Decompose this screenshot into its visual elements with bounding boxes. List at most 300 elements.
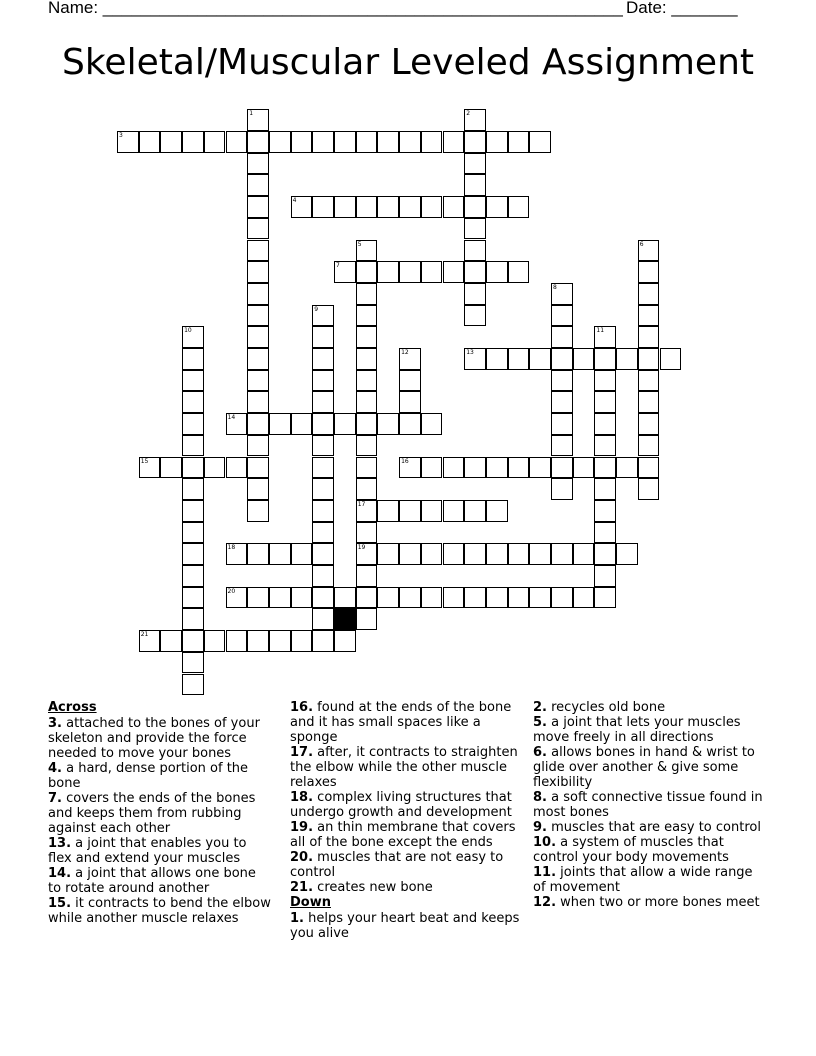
grid-cell[interactable] [160, 457, 182, 479]
grid-cell[interactable] [551, 370, 573, 392]
grid-cell[interactable] [226, 457, 248, 479]
clue-down-8 [533, 790, 763, 820]
clue-text: helps your heart beat and keeps you alive [290, 911, 520, 941]
grid-cell[interactable] [182, 587, 204, 609]
clues-column-2 [290, 700, 520, 941]
grid-cell[interactable] [182, 131, 204, 153]
clue-number: 14. [48, 866, 72, 881]
grid-cell[interactable] [508, 348, 530, 370]
grid-cell[interactable] [399, 196, 421, 218]
grid-cell[interactable] [464, 218, 486, 240]
grid-cell[interactable] [182, 391, 204, 413]
grid-cell[interactable] [616, 457, 638, 479]
grid-cell[interactable] [182, 478, 204, 500]
cell-number: 21 [140, 631, 149, 639]
grid-cell[interactable] [247, 370, 269, 392]
clue-text: muscles that are easy to control [551, 820, 761, 835]
grid-cell[interactable] [117, 131, 139, 153]
grid-cell[interactable] [226, 630, 248, 652]
grid-cell[interactable] [508, 261, 530, 283]
clue-text: after, it contracts to straighten the elbow while the other muscle relaxes [290, 745, 518, 790]
grid-cell[interactable] [486, 131, 508, 153]
grid-cell[interactable] [421, 131, 443, 153]
grid-cell[interactable] [464, 587, 486, 609]
grid-cell[interactable] [421, 457, 443, 479]
grid-cell[interactable] [464, 196, 486, 218]
grid-cell[interactable] [551, 391, 573, 413]
grid-cell[interactable] [139, 457, 161, 479]
clue-down-2 [533, 700, 763, 715]
grid-cell[interactable] [486, 500, 508, 522]
grid-cell[interactable] [638, 283, 660, 305]
grid-cell[interactable] [312, 391, 334, 413]
grid-cell[interactable] [226, 131, 248, 153]
grid-cell[interactable] [356, 435, 378, 457]
grid-cell[interactable] [551, 478, 573, 500]
clue-text: recycles old bone [551, 700, 666, 715]
grid-cell[interactable] [204, 131, 226, 153]
grid-cell[interactable] [182, 543, 204, 565]
grid-cell[interactable] [594, 348, 616, 370]
grid-cell[interactable] [399, 370, 421, 392]
grid-cell[interactable] [247, 478, 269, 500]
cell-number: 4 [292, 197, 297, 205]
grid-cell[interactable] [638, 326, 660, 348]
grid-cell[interactable] [356, 283, 378, 305]
grid-cell[interactable] [594, 391, 616, 413]
grid-cell[interactable] [139, 630, 161, 652]
cell-number: 1 [249, 110, 254, 118]
clue-number: 6. [533, 745, 547, 760]
grid-cell[interactable] [356, 131, 378, 153]
grid-cell[interactable] [443, 261, 465, 283]
grid-cell[interactable] [616, 348, 638, 370]
grid-cell[interactable] [312, 630, 334, 652]
grid-cell[interactable] [247, 218, 269, 240]
grid-cell[interactable] [421, 587, 443, 609]
clue-number: 17. [290, 745, 314, 760]
grid-cell[interactable] [529, 587, 551, 609]
grid-cell[interactable] [356, 305, 378, 327]
grid-cell[interactable] [182, 457, 204, 479]
grid-cell[interactable] [334, 261, 356, 283]
grid-cell[interactable] [312, 500, 334, 522]
grid-cell[interactable] [247, 457, 269, 479]
grid-cell[interactable] [291, 630, 313, 652]
clue-number: 5. [533, 715, 547, 730]
grid-cell[interactable] [594, 457, 616, 479]
grid-cell[interactable] [377, 413, 399, 435]
grid-cell[interactable] [334, 413, 356, 435]
grid-cell[interactable] [312, 326, 334, 348]
clue-across-21 [290, 880, 520, 895]
grid-cell[interactable] [551, 587, 573, 609]
grid-cell[interactable] [638, 305, 660, 327]
grid-cell[interactable] [269, 630, 291, 652]
grid-cell[interactable] [334, 630, 356, 652]
grid-cell[interactable] [464, 174, 486, 196]
clues-column-3 [533, 700, 763, 910]
grid-cell[interactable] [508, 196, 530, 218]
clue-down-9 [533, 820, 763, 835]
grid-cell[interactable] [486, 587, 508, 609]
grid-cell[interactable] [291, 587, 313, 609]
clue-down-11 [533, 865, 763, 895]
clue-across-17 [290, 745, 520, 790]
cell-number: 16 [401, 457, 409, 465]
grid-cell[interactable] [638, 348, 660, 370]
grid-cell[interactable] [226, 543, 248, 565]
grid-cell[interactable] [334, 196, 356, 218]
grid-cell[interactable] [312, 457, 334, 479]
grid-cell[interactable] [638, 457, 660, 479]
grid-cell[interactable] [464, 109, 486, 131]
grid-cell[interactable] [529, 543, 551, 565]
grid-cell[interactable] [356, 543, 378, 565]
grid-cell[interactable] [247, 196, 269, 218]
clue-text: complex living structures that undergo growth and development [290, 790, 512, 820]
grid-cell[interactable] [334, 131, 356, 153]
grid-cell[interactable] [377, 196, 399, 218]
grid-cell[interactable] [486, 457, 508, 479]
grid-cell[interactable] [356, 348, 378, 370]
grid-cell[interactable] [312, 196, 334, 218]
clue-text: muscles that are not easy to control [290, 850, 504, 880]
grid-cell[interactable] [464, 153, 486, 175]
grid-cell[interactable] [356, 240, 378, 262]
clue-across-7 [48, 791, 273, 836]
date-field[interactable]: Date: _______ [626, 0, 738, 17]
clue-number: 10. [533, 835, 557, 850]
clue-number: 16. [290, 700, 314, 715]
grid-cell[interactable] [464, 283, 486, 305]
grid-cell[interactable] [464, 261, 486, 283]
cell-number: 12 [401, 349, 409, 356]
grid-cell[interactable] [182, 326, 204, 348]
cell-number: 19 [357, 544, 366, 552]
grid-cell[interactable] [638, 370, 660, 392]
grid-cell[interactable] [464, 500, 486, 522]
grid-cell[interactable] [160, 630, 182, 652]
grid-cell[interactable] [291, 196, 313, 218]
clue-number: 8. [533, 790, 547, 805]
cell-number: 2 [466, 110, 471, 118]
grid-cell[interactable] [356, 565, 378, 587]
clue-text: a joint that enables you to flex and extend your muscles [48, 836, 247, 866]
cell-number: 18 [227, 544, 236, 552]
grid-cell[interactable] [421, 413, 443, 435]
grid-cell[interactable] [182, 435, 204, 457]
name-field[interactable]: Name: _______________________________________________________ [48, 0, 623, 17]
grid-cell[interactable] [464, 131, 486, 153]
grid-cell[interactable] [247, 174, 269, 196]
grid-cell[interactable] [182, 500, 204, 522]
grid-cell[interactable] [508, 457, 530, 479]
grid-cell[interactable] [182, 652, 204, 674]
grid-cell[interactable] [594, 587, 616, 609]
grid-cell[interactable] [247, 630, 269, 652]
clue-across-16 [290, 700, 520, 745]
grid-cell[interactable] [638, 240, 660, 262]
grid-cell[interactable] [638, 435, 660, 457]
grid-cell[interactable] [377, 500, 399, 522]
grid-cell[interactable] [443, 543, 465, 565]
grid-cell[interactable] [356, 608, 378, 630]
grid-cell[interactable] [182, 608, 204, 630]
grid-cell[interactable] [356, 500, 378, 522]
clue-text: a system of muscles that control your body movements [533, 835, 729, 865]
grid-cell[interactable] [182, 674, 204, 696]
grid-cell[interactable] [226, 413, 248, 435]
clue-number: 20. [290, 850, 314, 865]
clue-down-10 [533, 835, 763, 865]
grid-cell[interactable] [443, 196, 465, 218]
grid-cell[interactable] [247, 348, 269, 370]
grid-cell[interactable] [508, 587, 530, 609]
grid-cell[interactable] [638, 413, 660, 435]
grid-cell[interactable] [312, 543, 334, 565]
clue-text: an thin membrane that covers all of the bone except the ends [290, 820, 516, 850]
grid-cell[interactable] [226, 587, 248, 609]
grid-cell[interactable] [291, 131, 313, 153]
grid-cell[interactable] [247, 131, 269, 153]
grid-cell[interactable] [247, 240, 269, 262]
grid-cell[interactable] [356, 370, 378, 392]
grid-cell[interactable] [464, 543, 486, 565]
grid-cell[interactable] [399, 261, 421, 283]
grid-cell[interactable] [573, 348, 595, 370]
grid-cell[interactable] [464, 305, 486, 327]
grid-cell[interactable] [551, 543, 573, 565]
clue-across-20 [290, 850, 520, 880]
grid-cell[interactable] [160, 131, 182, 153]
grid-cell[interactable] [551, 435, 573, 457]
black-cell [334, 608, 356, 630]
grid-cell[interactable] [247, 543, 269, 565]
grid-cell[interactable] [443, 500, 465, 522]
grid-cell[interactable] [594, 370, 616, 392]
grid-cell[interactable] [443, 131, 465, 153]
clue-text: a joint that lets your muscles move freely in all directions [533, 715, 741, 745]
grid-cell[interactable] [551, 457, 573, 479]
grid-cell[interactable] [551, 413, 573, 435]
grid-cell[interactable] [182, 348, 204, 370]
grid-cell[interactable] [356, 196, 378, 218]
grid-cell[interactable] [508, 131, 530, 153]
cell-number: 8 [553, 283, 557, 291]
grid-cell[interactable] [247, 283, 269, 305]
grid-cell[interactable] [247, 109, 269, 131]
grid-cell[interactable] [399, 543, 421, 565]
clue-number: 7. [48, 791, 62, 806]
page-title: Skeletal/Muscular Leveled Assignment [62, 42, 754, 83]
clue-text: a hard, dense portion of the bone [48, 761, 249, 791]
grid-cell[interactable] [443, 587, 465, 609]
grid-cell[interactable] [247, 435, 269, 457]
grid-cell[interactable] [356, 587, 378, 609]
grid-cell[interactable] [182, 630, 204, 652]
grid-cell[interactable] [421, 500, 443, 522]
grid-cell[interactable] [269, 413, 291, 435]
grid-cell[interactable] [334, 587, 356, 609]
grid-cell[interactable] [247, 326, 269, 348]
grid-cell[interactable] [486, 543, 508, 565]
clue-number: 21. [290, 880, 314, 895]
grid-cell[interactable] [529, 457, 551, 479]
clue-text: allows bones in hand & wrist to glide over another & give some flexibility [533, 745, 755, 790]
grid-cell[interactable] [594, 413, 616, 435]
grid-cell[interactable] [291, 413, 313, 435]
clue-text: covers the ends of the bones and keeps them from rubbing against each other [48, 791, 256, 836]
grid-cell[interactable] [508, 543, 530, 565]
clue-down-1 [290, 911, 520, 941]
clue-number: 9. [533, 820, 547, 835]
grid-cell[interactable] [312, 522, 334, 544]
grid-cell[interactable] [312, 478, 334, 500]
clue-down-6 [533, 745, 763, 790]
grid-cell[interactable] [247, 500, 269, 522]
clue-text: when two or more bones meet [560, 895, 760, 910]
grid-cell[interactable] [312, 565, 334, 587]
clue-number: 19. [290, 820, 314, 835]
grid-cell[interactable] [269, 543, 291, 565]
clue-number: 3. [48, 716, 62, 731]
grid-cell[interactable] [312, 370, 334, 392]
cell-number: 3 [119, 132, 123, 139]
cell-number: 20 [227, 587, 236, 595]
clue-text: a soft connective tissue found in most bones [533, 790, 763, 820]
grid-cell[interactable] [247, 261, 269, 283]
grid-cell[interactable] [529, 348, 551, 370]
grid-cell[interactable] [421, 196, 443, 218]
grid-cell[interactable] [464, 240, 486, 262]
grid-cell[interactable] [247, 305, 269, 327]
cell-number: 17 [357, 500, 366, 508]
grid-cell[interactable] [356, 522, 378, 544]
grid-cell[interactable] [399, 457, 421, 479]
grid-cell[interactable] [356, 326, 378, 348]
cell-number: 13 [466, 349, 474, 356]
grid-cell[interactable] [377, 543, 399, 565]
grid-cell[interactable] [182, 565, 204, 587]
grid-cell[interactable] [443, 457, 465, 479]
grid-cell[interactable] [421, 543, 443, 565]
grid-cell[interactable] [291, 543, 313, 565]
grid-cell[interactable] [399, 587, 421, 609]
grid-cell[interactable] [594, 565, 616, 587]
grid-cell[interactable] [573, 543, 595, 565]
grid-cell[interactable] [638, 261, 660, 283]
grid-cell[interactable] [356, 457, 378, 479]
grid-cell[interactable] [377, 131, 399, 153]
grid-cell[interactable] [269, 587, 291, 609]
grid-cell[interactable] [594, 522, 616, 544]
clue-text: joints that allow a wide range of movement [533, 865, 753, 895]
clue-across-15 [48, 896, 273, 926]
grid-cell[interactable] [182, 370, 204, 392]
clue-across-3 [48, 716, 273, 761]
cell-number: 11 [596, 327, 605, 335]
grid-cell[interactable] [616, 543, 638, 565]
clue-number: 2. [533, 700, 547, 715]
grid-cell[interactable] [638, 391, 660, 413]
grid-cell[interactable] [399, 413, 421, 435]
grid-cell[interactable] [399, 391, 421, 413]
grid-cell[interactable] [356, 261, 378, 283]
grid-cell[interactable] [269, 131, 291, 153]
clue-number: 1. [290, 911, 304, 926]
grid-cell[interactable] [421, 261, 443, 283]
clue-down-5 [533, 715, 763, 745]
grid-cell[interactable] [573, 457, 595, 479]
clue-text: creates new bone [317, 880, 433, 895]
grid-cell[interactable] [594, 435, 616, 457]
grid-cell[interactable] [356, 478, 378, 500]
cell-number: 10 [184, 327, 192, 335]
grid-cell[interactable] [312, 435, 334, 457]
grid-cell[interactable] [356, 391, 378, 413]
grid-cell[interactable] [551, 283, 573, 305]
grid-cell[interactable] [594, 326, 616, 348]
grid-cell[interactable] [551, 326, 573, 348]
grid-cell[interactable] [464, 457, 486, 479]
cell-number: 9 [314, 305, 319, 313]
grid-cell[interactable] [399, 131, 421, 153]
grid-cell[interactable] [529, 131, 551, 153]
grid-cell[interactable] [464, 348, 486, 370]
clue-number: 4. [48, 761, 62, 776]
grid-cell[interactable] [551, 305, 573, 327]
grid-cell[interactable] [139, 131, 161, 153]
grid-cell[interactable] [660, 348, 682, 370]
clue-across-18 [290, 790, 520, 820]
clue-number: 13. [48, 836, 72, 851]
grid-cell[interactable] [312, 305, 334, 327]
grid-cell[interactable] [204, 457, 226, 479]
grid-cell[interactable] [377, 587, 399, 609]
grid-cell[interactable] [399, 500, 421, 522]
grid-cell[interactable] [312, 608, 334, 630]
grid-cell[interactable] [399, 348, 421, 370]
grid-cell[interactable] [312, 413, 334, 435]
grid-cell[interactable] [551, 348, 573, 370]
grid-cell[interactable] [486, 348, 508, 370]
grid-cell[interactable] [594, 500, 616, 522]
grid-cell[interactable] [247, 587, 269, 609]
grid-cell[interactable] [312, 131, 334, 153]
grid-cell[interactable] [247, 391, 269, 413]
grid-cell[interactable] [486, 196, 508, 218]
grid-cell[interactable] [356, 413, 378, 435]
grid-cell[interactable] [312, 587, 334, 609]
clue-text: found at the ends of the bone and it has small spaces like a sponge [290, 700, 512, 745]
clue-number: 15. [48, 896, 72, 911]
grid-cell[interactable] [594, 543, 616, 565]
grid-cell[interactable] [247, 153, 269, 175]
grid-cell[interactable] [247, 413, 269, 435]
grid-cell[interactable] [573, 587, 595, 609]
grid-cell[interactable] [594, 478, 616, 500]
grid-cell[interactable] [204, 630, 226, 652]
grid-cell[interactable] [638, 478, 660, 500]
grid-cell[interactable] [486, 261, 508, 283]
grid-cell[interactable] [182, 413, 204, 435]
grid-cell[interactable] [182, 522, 204, 544]
grid-cell[interactable] [312, 348, 334, 370]
grid-cell[interactable] [377, 261, 399, 283]
clue-across-4 [48, 761, 273, 791]
clue-across-14 [48, 866, 273, 896]
